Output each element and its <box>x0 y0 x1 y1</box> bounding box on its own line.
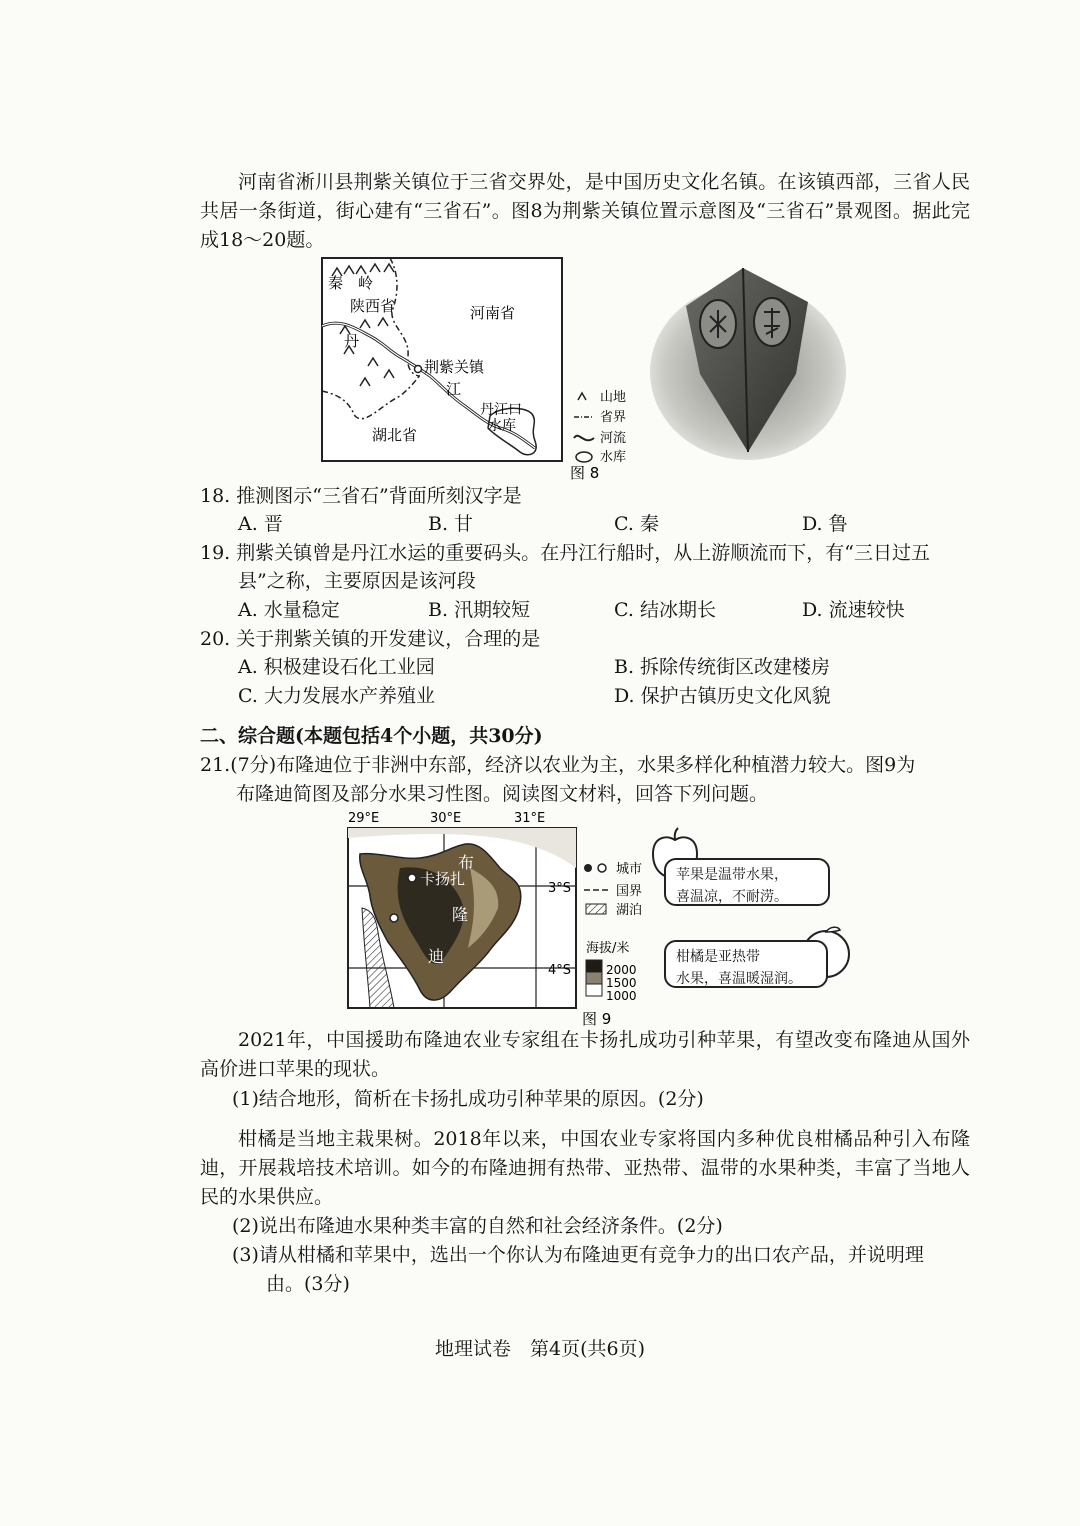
q21-paragraph-2: 柑橘是当地主栽果树。2018年以来，中国农业专家将国内多种优良柑橘品种引入布隆迪，开展栽培技术培训。如今的布隆迪拥有热带、亚热带、温带的水果种类，丰富了当地人民的水果供应。 <box>200 1128 970 1208</box>
q20-option-d: D. 保护古镇历史文化风貌 <box>614 685 831 707</box>
lat-label-3s: 3°S <box>548 881 572 896</box>
q20-option-b: B. 拆除传统街区改建楼房 <box>614 656 831 678</box>
legend-river: 河流 <box>600 431 627 446</box>
legend-border: 国界 <box>616 884 643 899</box>
legend-mountain: 山地 <box>600 390 627 405</box>
question-19-stem: 19. 荆紫关镇曾是丹江水运的重要码头。在丹江行船时，从上游顺流而下，有“三日过五 <box>200 542 930 564</box>
label-jingziguan: 荆紫关镇 <box>424 358 485 376</box>
q18-option-d: D. 鲁 <box>802 513 848 535</box>
label-hubei: 湖北省 <box>372 426 418 444</box>
label-reservoir: 丹江口水库 <box>480 402 522 434</box>
q21-stem-line2: 布隆迪简图及部分水果习性图。阅读图文材料，回答下列问题。 <box>236 783 769 805</box>
question-19-stem-cont: 县”之称，主要原因是该河段 <box>238 570 476 592</box>
elevation-2000: 2000 <box>606 963 637 977</box>
section-2-title: 二、综合题(本题包括4个小题，共30分) <box>200 725 543 747</box>
three-province-stone-photo <box>648 262 848 462</box>
figure-8-caption: 图 8 <box>570 464 600 482</box>
country-char-di: 迪 <box>428 947 445 966</box>
map8-legend <box>574 389 626 465</box>
q20-option-a: A. 积极建设石化工业园 <box>238 656 435 678</box>
q21-subquestion-3-line1: (3)请从柑橘和苹果中，选出一个你认为布隆迪更有竞争力的出口农产品，并说明理 <box>232 1244 924 1266</box>
label-jiang: 江 <box>446 380 462 398</box>
elevation-1000: 1000 <box>606 989 637 1003</box>
figure-9-caption: 图 9 <box>582 1010 612 1028</box>
label-dan: 丹 <box>344 332 360 350</box>
lon-label-31: 31°E <box>514 811 546 826</box>
apple-info-bubble: 苹果是温带水果， 喜温凉，不耐涝。 <box>664 858 830 906</box>
label-qinling: 秦 岭 <box>328 274 374 292</box>
label-henan: 河南省 <box>470 304 516 322</box>
q18-option-a: A. 晋 <box>238 513 283 535</box>
legend-reservoir: 水库 <box>600 450 627 465</box>
lon-label-29: 29°E <box>348 811 380 826</box>
page-footer: 地理试卷 第4页(共6页) <box>434 1338 645 1360</box>
figure-9-map <box>340 808 670 1030</box>
elevation-title: 海拔/米 <box>586 941 630 956</box>
town-marker <box>415 366 422 373</box>
q19-option-b: B. 汛期较短 <box>428 599 531 621</box>
legend-city: 城市 <box>616 862 643 877</box>
q18-option-c: C. 秦 <box>614 513 659 535</box>
q21-paragraph-1: 2021年，中国援助布隆迪农业专家组在卡扬扎成功引种苹果，有望改变布隆迪从国外高价进口苹果的现状。 <box>200 1029 970 1080</box>
citrus-info-bubble: 柑橘是亚热带 水果，喜温暖湿润。 <box>664 940 828 988</box>
q19-option-a: A. 水量稳定 <box>238 599 340 621</box>
q19-option-d: D. 流速较快 <box>802 599 905 621</box>
city-kayanza-label: 卡扬扎 <box>420 870 466 888</box>
intro-paragraph: 河南省淅川县荆紫关镇位于三省交界处，是中国历史文化名镇。在该镇西部，三省人民共居一条街道，街心建有“三省石”。图8为荆紫关镇位置示意图及“三省石”景观图。据此完成18～20题。 <box>200 171 970 251</box>
elevation-1500: 1500 <box>606 976 637 990</box>
legend-border: 省界 <box>600 410 627 425</box>
q18-option-b: B. 甘 <box>428 513 474 535</box>
q21-subquestion-2: (2)说出布隆迪水果种类丰富的自然和社会经济条件。(2分) <box>232 1215 723 1237</box>
q20-option-c: C. 大力发展水产养殖业 <box>238 685 435 707</box>
city-kayanza-marker <box>408 874 416 882</box>
lon-label-30: 30°E <box>430 811 462 826</box>
label-shaanxi: 陕西省 <box>350 297 396 315</box>
q19-option-c: C. 结冰期长 <box>614 599 716 621</box>
q21-subquestion-1: (1)结合地形，简析在卡扬扎成功引种苹果的原因。(2分) <box>232 1088 704 1110</box>
country-char-long: 隆 <box>452 905 469 924</box>
legend-lake: 湖泊 <box>616 903 643 918</box>
lat-label-4s: 4°S <box>548 963 572 978</box>
question-18-stem: 18. 推测图示“三省石”背面所刻汉字是 <box>200 485 522 507</box>
country-char-bu: 布 <box>458 853 475 872</box>
figure-8-map <box>320 256 650 486</box>
question-20-stem: 20. 关于荆紫关镇的开发建议，合理的是 <box>200 628 541 650</box>
q21-stem-line1: 21.(7分)布隆迪位于非洲中东部，经济以农业为主，水果多样化种植潜力较大。图9为 <box>200 754 916 776</box>
q21-subquestion-3-line2: 由。(3分) <box>266 1273 350 1295</box>
city-capital-marker <box>390 914 398 922</box>
